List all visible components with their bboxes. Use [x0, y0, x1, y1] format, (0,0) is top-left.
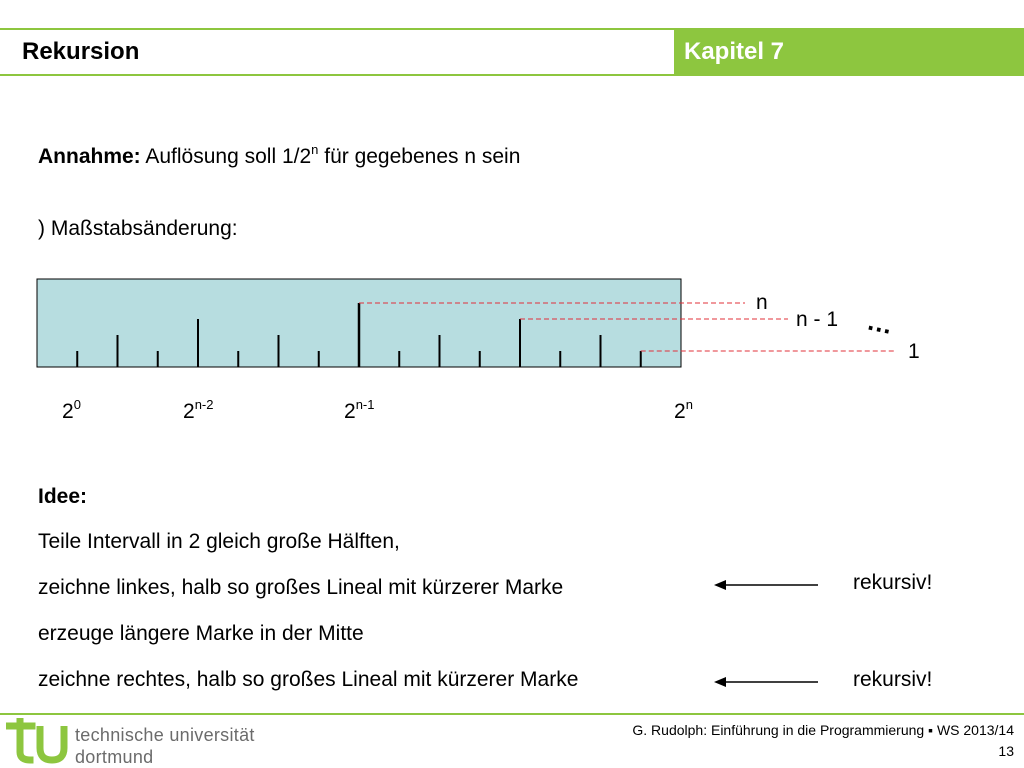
axis-label-base: 2 [674, 400, 686, 423]
idea-line-4: zeichne rechtes, halb so großes Lineal mit kürzerer Marke [38, 668, 579, 691]
idea-line-2: zeichne linkes, halb so großes Lineal mit kürzerer Marke [38, 576, 564, 599]
idea-line-3: erzeuge längere Marke in der Mitte [38, 622, 364, 645]
university-name [75, 724, 255, 768]
axis-label-2-n [674, 397, 693, 424]
axis-label-2-n-2 [183, 397, 214, 424]
footer-course: G. Rudolph: Einführung in die Programmierung ▪ WS 2013/14 [632, 722, 1014, 738]
university-name-line-2: dortmund [75, 747, 154, 767]
page-number: 13 [998, 743, 1014, 759]
axis-label-base: 2 [62, 400, 74, 423]
axis-label-base: 2 [183, 400, 195, 423]
arrow-left-icon [714, 677, 818, 687]
chapter-badge: Kapitel 7 [674, 30, 1024, 74]
assumption-label: Annahme: [38, 145, 141, 168]
axis-label-exp: n-1 [355, 397, 375, 412]
axis-label-exp: 0 [73, 397, 81, 412]
assumption-text: Auflösung soll 1/2 [145, 145, 312, 168]
axis-label-exp: n-2 [194, 397, 214, 412]
level-label-one: 1 [908, 340, 920, 363]
level-label-n: n [756, 291, 768, 314]
axis-label-exp: n [685, 397, 693, 412]
axis-label-base: 2 [344, 400, 356, 423]
scale-change-text: ) Maßstabsänderung: [38, 217, 238, 240]
axis-label-2-0 [62, 397, 81, 424]
idea-label: Idee: [38, 485, 88, 508]
level-label-ellipsis: … [864, 305, 897, 341]
axis-label-2-n-1 [344, 397, 375, 424]
university-name-line-1: technische universität [75, 725, 255, 745]
assumption-text-after: für gegebenes n sein [324, 145, 521, 168]
footer-rule [0, 713, 1024, 715]
idea-line-1: Teile Intervall in 2 gleich große Hälften, [38, 530, 400, 553]
recursive-label-2: rekursiv! [853, 668, 933, 691]
tu-logo-icon [6, 718, 70, 766]
arrow-left-icon [714, 580, 818, 590]
slide-title: Rekursion [22, 38, 140, 65]
recursive-label-1: rekursiv! [853, 571, 933, 594]
assumption-exponent: n [311, 142, 319, 157]
level-label-n-minus-1: n - 1 [796, 308, 839, 331]
